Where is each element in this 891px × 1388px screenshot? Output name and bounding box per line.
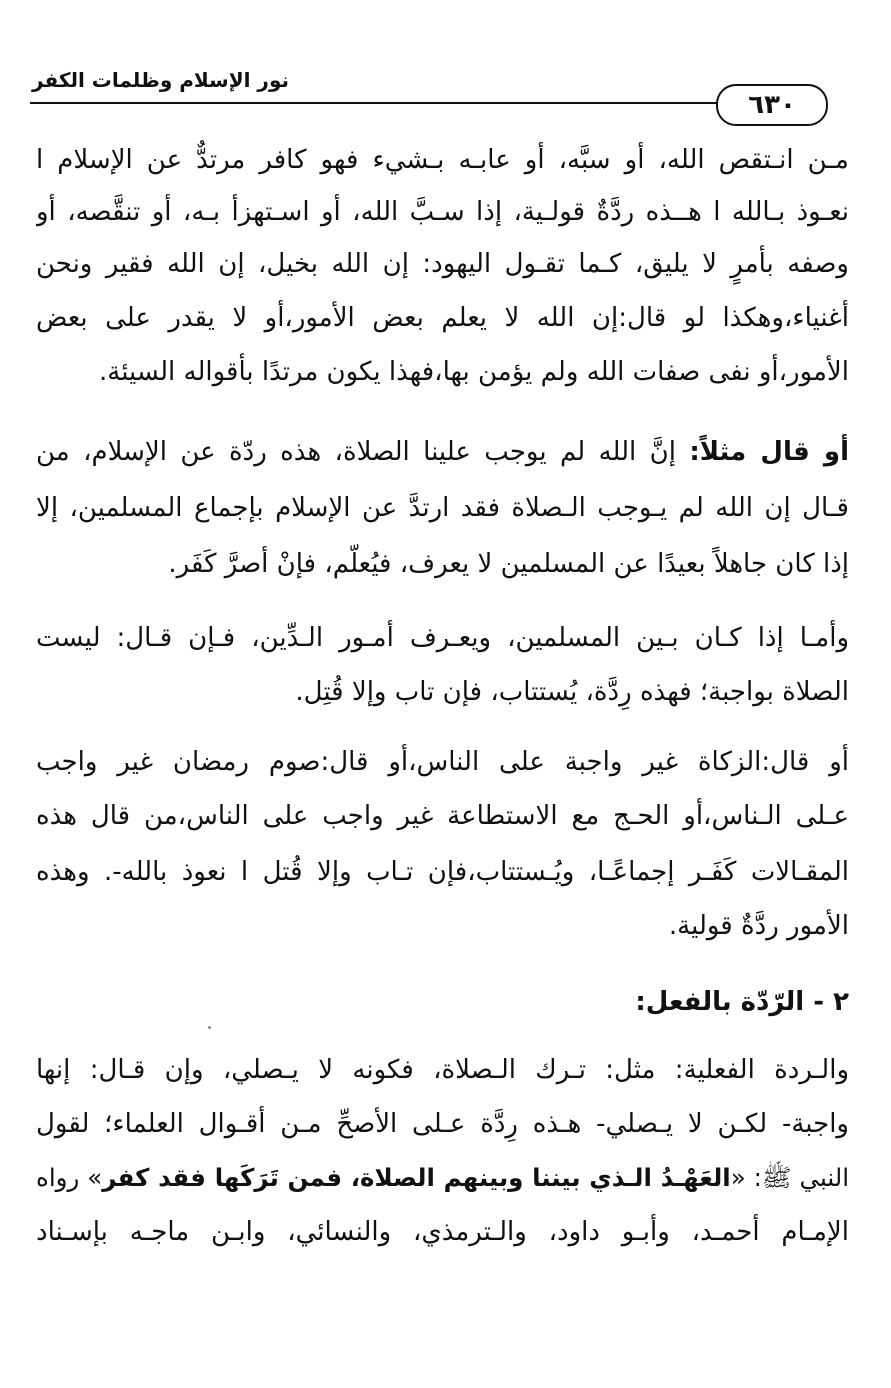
hadith-citation: » رواه (36, 1163, 103, 1192)
paragraph-2-line-1-rest: إنَّ الله لم يوجب علينا الصلاة، هذه ردّة عن الإسلام، من (36, 437, 690, 467)
paragraph-5-line-1: والـردة الفعلية: مثل: تـرك الـصلاة، فكونه لا يـصلي، وإن قـال: إنها (36, 1055, 849, 1085)
paragraph-4-line-2: عـلى الـناس،أو الحـج مع الاستطاعة غير واجب على الناس،من قال هذه (36, 801, 849, 831)
paragraph-1-line-4: أغنياء،وهكذا لو قال:إن الله لا يعلم بعض الأمور،أو لا يقدر على بعض (36, 303, 849, 333)
page-number: ٦٣٠ (716, 84, 828, 126)
paragraph-1-line-1: مـن انـتقص الله، أو سبَّه، أو عابـه بـشيء فهو كافر مرتدٌّ عن الإسلام ا (36, 145, 849, 175)
paragraph-3-line-1: وأمـا إذا كـان بـين المسلمين، ويعـرف أمـور الـدِّين، فـإن قـال: ليست (36, 623, 849, 653)
hadith-quote: العَهْـدُ الـذي بيننا وبينهم الصلاة، فمن تَرَكَها فقد كفر (102, 1163, 731, 1192)
running-title: نور الإسلام وظلمات الكفر (32, 68, 289, 92)
paragraph-3-line-2: الصلاة بواجبة؛ فهذه رِدَّة، يُستتاب، فإن تاب وإلا قُتِل. (295, 677, 849, 707)
paragraph-4-line-3: المقـالات كَفَـر إجماعًـا، ويُـستتاب،فإن تـاب وإلا قُتل ا نعوذ بالله-. وهذه (36, 857, 849, 887)
scan-speck (208, 1026, 211, 1029)
section-heading: ٢ - الرّدّة بالفعل: (635, 987, 849, 1017)
paragraph-5-line-4: الإمـام أحمـد، وأبـو داود، والـترمذي، والنسائي، وابـن ماجـه بإسـناد (36, 1217, 849, 1247)
paragraph-2-line-2: قـال إن الله لم يـوجب الـصلاة فقد ارتدَّ عن الإسلام بإجماع المسلمين، إلا (36, 493, 849, 523)
paragraph-5-line-2: واجبة- لكـن لا يـصلي- هـذه رِدَّة عـلى الأصحِّ مـن أقـوال العلماء؛ لقول (36, 1109, 849, 1139)
paragraph-4-line-4: الأمور ردَّةٌ قولية. (668, 911, 849, 941)
paragraph-1-line-3: وصفه بأمرٍ لا يليق، كـما تقـول اليهود: إن الله بخيل، إن الله فقير ونحن (36, 249, 849, 279)
paragraph-1-line-2: نعـوذ بـالله ا هــذه ردَّةٌ قولـية، إذا سـبَّ الله، أو اسـتهزأ بـه، أو تنقَّصه، أو (36, 197, 849, 227)
paragraph-2-lead: أو قال مثلاً: (689, 437, 849, 467)
paragraph-2-line-1 (36, 432, 849, 476)
paragraph-4-line-1: أو قال:الزكاة غير واجبة على الناس،أو قال:صوم رمضان غير واجب (36, 747, 849, 777)
paragraph-5-line-3 (36, 1158, 849, 1202)
paragraph-1-line-5: الأمور،أو نفى صفات الله ولم يؤمن بها،فهذا يكون مرتدًا بأقواله السيئة. (99, 357, 849, 387)
paragraph-2-line-3: إذا كان جاهلاً بعيدًا عن المسلمين لا يعرف، فيُعلَّم، فإنْ أصرَّ كَفَر. (168, 549, 849, 579)
header-rule (30, 102, 730, 104)
hadith-intro: النبي ﷺ: « (730, 1163, 849, 1192)
